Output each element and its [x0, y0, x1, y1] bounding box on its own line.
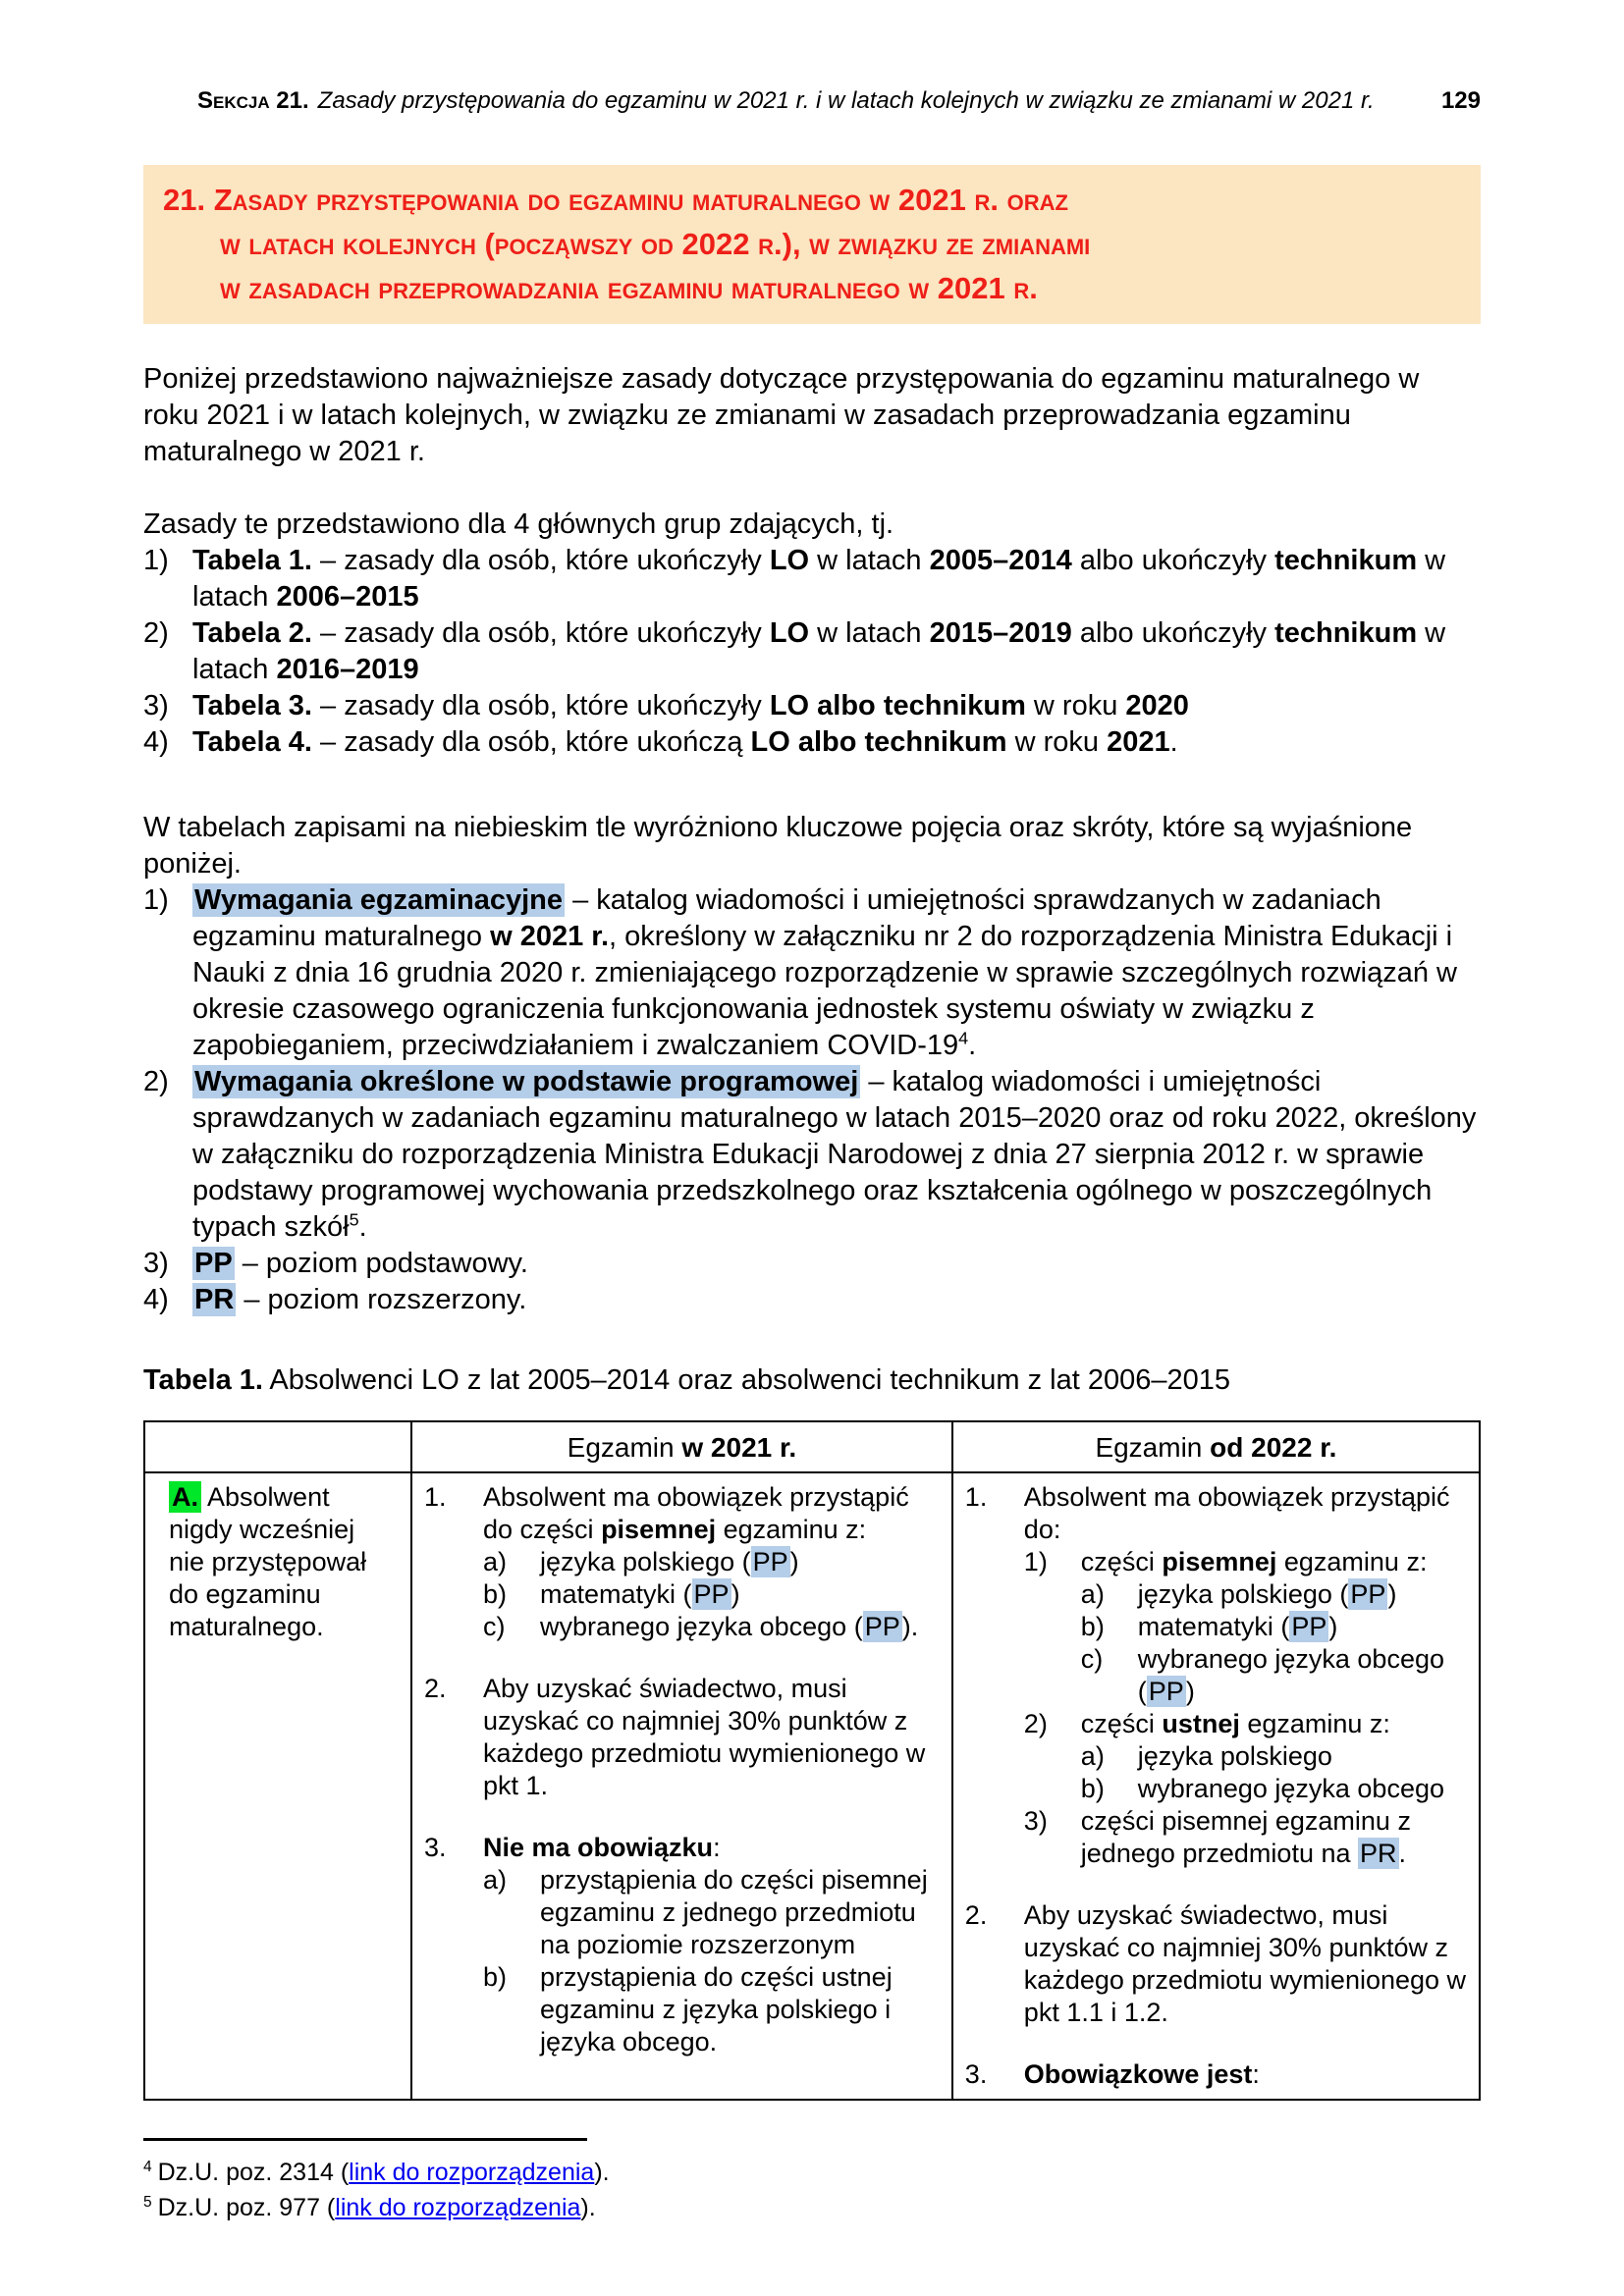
- list-item: [483, 1546, 942, 1578]
- list-item: [143, 688, 1481, 724]
- text-segment: LO albo technikum: [769, 690, 1026, 721]
- footnote-text: [158, 2159, 610, 2186]
- rules-2021-cell: [411, 1472, 952, 2100]
- sub-list: [483, 1546, 942, 1643]
- text-segment: w latach: [809, 545, 930, 576]
- text-segment: języka polskiego: [1137, 1741, 1332, 1771]
- table-header-row: [144, 1421, 1480, 1472]
- list-item: [424, 1673, 942, 1802]
- item-text: [1024, 1899, 1469, 2029]
- item-number: a): [1080, 1579, 1105, 1609]
- text-segment: 2016–2019: [276, 654, 419, 685]
- text-segment: :: [713, 1833, 721, 1862]
- text-segment: ).: [594, 2159, 610, 2186]
- footnote: [143, 2155, 1481, 2190]
- item-number: 1.: [424, 1482, 447, 1512]
- rules-2022-list: [965, 1481, 1469, 2091]
- list-item: [424, 1481, 942, 1643]
- text-segment: – zasady dla osób, które ukończyły: [311, 690, 770, 721]
- list-item: [143, 1282, 1481, 1318]
- footnotes: [143, 2155, 1481, 2225]
- note-paragraph: W tabelach zapisami na niebieskim tle wyróżniono kluczowe pojęcia oraz skróty, które są wyjaśnione poniżej.: [143, 812, 1413, 880]
- item-number: 1): [143, 545, 169, 576]
- highlight-blue: PP: [752, 1547, 788, 1576]
- item-number: a): [483, 1547, 508, 1576]
- item-number: c): [1080, 1644, 1104, 1674]
- item-text: [1081, 1805, 1469, 1870]
- text-segment: wybranego języka obcego (: [1137, 1644, 1444, 1706]
- page-number: 129: [1440, 87, 1481, 114]
- table-header-2022: [952, 1421, 1480, 1472]
- highlight-blue: PP: [1148, 1677, 1184, 1706]
- text-segment: matematyki (: [540, 1579, 692, 1609]
- text-segment: – katalog wiadomości i umiejętności sprawdzanych w zadaniach egzaminu maturalnego w latach 2015–2020 oraz od roku 2022, określony w załączniku do rozporządzenia Ministra Edukacji Narodowej z dnia 27 sierpnia 2012 r. w sprawie podstawy programowej wychowania przedszkolnego oraz kształcenia ogólnego w poszczególnych typach szkół: [192, 1066, 1477, 1243]
- footnote: [143, 2190, 1481, 2225]
- list-item: [424, 1832, 942, 2058]
- text-segment: Absolwenci LO z lat 2005–2014 oraz absolwenci technikum z lat 2006–2015: [262, 1364, 1230, 1396]
- section-label: Sekcja 21.: [197, 87, 309, 114]
- item-text: [540, 1864, 942, 1961]
- highlight-blue: PR: [194, 1284, 235, 1315]
- banner-line-2: w latach kolejnych (począwszy od 2022 r.), w związku ze zmianami: [220, 227, 1091, 261]
- groups-intro: Zasady te przedstawiono dla 4 głównych grup zdających, tj.: [143, 508, 894, 540]
- list-item: [1024, 1708, 1469, 1805]
- profile-cell: [144, 1472, 411, 2100]
- text-segment: Tabela 4.: [192, 726, 312, 758]
- text-segment: wybranego języka obcego: [1137, 1774, 1444, 1803]
- item-text: [540, 1611, 942, 1643]
- text-segment: Tabela 1.: [192, 545, 312, 576]
- text-segment: w roku: [1025, 690, 1126, 721]
- highlight-blue: Wymagania egzaminacyjne: [194, 884, 564, 916]
- footnote-number: 5: [143, 2193, 152, 2211]
- item-number: a): [483, 1865, 508, 1895]
- text-segment: ): [1328, 1612, 1338, 1641]
- intro-paragraph: Poniżej przedstawiono najważniejsze zasady dotyczące przystępowania do egzaminu maturalnego w roku 2021 i w latach kolejnych, w związku ze zmianami w zasadach przeprowadzania egzaminu maturalnego w 2021 r.: [143, 363, 1420, 467]
- list-item: [483, 1961, 942, 2058]
- table-caption: [143, 1362, 1481, 1399]
- text-segment: 2006–2015: [276, 581, 419, 613]
- footnote-link[interactable]: link do rozporządzenia: [349, 2159, 595, 2186]
- highlight-blue: PP: [1291, 1612, 1327, 1641]
- text-segment: egzaminu z:: [716, 1515, 867, 1544]
- text-segment: albo ukończyły: [1071, 545, 1275, 576]
- item-text: [192, 882, 1481, 1064]
- item-number: 4): [143, 1284, 169, 1315]
- item-number: 2.: [424, 1674, 447, 1703]
- text-segment: Tabela 3.: [192, 690, 312, 721]
- list-item: [1081, 1611, 1469, 1643]
- item-text: [192, 1246, 1481, 1282]
- text-segment: pisemnej: [601, 1515, 717, 1544]
- list-item: [143, 615, 1481, 688]
- item-number: 1): [1023, 1547, 1048, 1576]
- item-text: [483, 1481, 942, 1643]
- chapter-title-banner: [143, 165, 1481, 324]
- list-item: [483, 1611, 942, 1643]
- text-segment: wybranego języka obcego (: [540, 1612, 863, 1641]
- highlight-blue: PR: [1360, 1839, 1397, 1868]
- text-segment: – katalog wiadomości i umiejętności sprawdzanych w zadaniach egzaminu maturalnego: [192, 884, 1381, 952]
- text-segment: Tabela 1.: [143, 1364, 263, 1396]
- text-segment: ustnej: [1162, 1709, 1240, 1738]
- sub-list: [1081, 1740, 1469, 1805]
- text-segment: w 2021 r.: [681, 1431, 797, 1463]
- item-number: 3.: [964, 2059, 988, 2089]
- item-line: [1081, 1546, 1469, 1578]
- list-item: [965, 2058, 1469, 2091]
- text-segment: Absolwent ma obowiązek przystąpić do:: [1023, 1482, 1450, 1544]
- banner-line-3: w zasadach przeprowadzania egzaminu maturalnego w 2021 r.: [220, 271, 1038, 305]
- text-segment: przystąpienia do części ustnej egzaminu z języka polskiego i języka obcego.: [540, 1962, 893, 2056]
- text-segment: .: [358, 1211, 367, 1243]
- text-segment: 2015–2019: [929, 617, 1072, 649]
- highlight-blue: PP: [864, 1612, 900, 1641]
- rules-2021-list: [424, 1481, 942, 2058]
- text-segment: .: [968, 1030, 977, 1061]
- footnote-separator: [143, 2138, 587, 2141]
- text-segment: Obowiązkowe jest: [1023, 2059, 1253, 2089]
- text-segment: ): [731, 1579, 740, 1609]
- item-number: 3): [143, 1248, 169, 1279]
- list-item: [483, 1864, 942, 1961]
- item-line: [483, 1481, 942, 1546]
- text-segment: .: [1398, 1839, 1407, 1868]
- text-segment: ).: [901, 1612, 919, 1641]
- item-number: 1.: [964, 1482, 988, 1512]
- item-text: [1138, 1773, 1469, 1805]
- running-header: [143, 86, 1481, 116]
- list-item: [143, 882, 1481, 1064]
- item-text: [192, 1064, 1481, 1246]
- text-segment: :: [1252, 2059, 1260, 2089]
- text-segment: ).: [580, 2194, 596, 2221]
- exam-rules-table: [143, 1420, 1481, 2101]
- footnote-link[interactable]: link do rozporządzenia: [335, 2194, 581, 2221]
- text-segment: w roku: [1006, 726, 1108, 758]
- text-segment: technikum: [1274, 617, 1418, 649]
- text-segment: 2005–2014: [929, 545, 1072, 576]
- list-item: [1024, 1546, 1469, 1708]
- item-number: 2): [1023, 1709, 1048, 1738]
- text-segment: Tabela 2.: [192, 617, 312, 649]
- item-number: 4): [143, 726, 169, 758]
- text-segment: ): [1185, 1677, 1195, 1706]
- text-segment: matematyki (: [1137, 1612, 1290, 1641]
- highlight-blue: PP: [693, 1579, 730, 1609]
- text-segment: ): [1387, 1579, 1397, 1609]
- item-text: [1138, 1643, 1469, 1708]
- text-segment: Aby uzyskać świadectwo, musi uzyskać co najmniej 30% punktów z każdego przedmiotu wymienionego w pkt 1.1 i 1.2.: [1023, 1900, 1467, 2027]
- item-number: 3.: [424, 1833, 447, 1862]
- item-number: 1): [143, 884, 169, 916]
- text-segment: Dz.U. poz. 2314 (: [157, 2159, 350, 2186]
- item-line: [1024, 1481, 1469, 1546]
- item-line: [1081, 1708, 1469, 1740]
- text-segment: języka polskiego (: [540, 1547, 751, 1576]
- item-number: b): [1080, 1612, 1105, 1641]
- list-item: [1081, 1643, 1469, 1708]
- text-segment: LO albo technikum: [750, 726, 1007, 758]
- list-item: [1081, 1578, 1469, 1611]
- text-segment: Nie ma obowiązku: [483, 1833, 714, 1862]
- item-number: b): [483, 1579, 508, 1609]
- text-segment: technikum: [1274, 545, 1418, 576]
- text-segment: Egzamin: [567, 1431, 682, 1463]
- text-segment: LO: [769, 545, 810, 576]
- text-segment: 2021: [1107, 726, 1170, 758]
- text-segment: części: [1080, 1709, 1163, 1738]
- item-text: [192, 615, 1481, 688]
- item-text: [1024, 2058, 1469, 2091]
- text-segment: przystąpienia do części pisemnej egzaminu z jednego przedmiotu na poziomie rozszerzonym: [540, 1865, 928, 1959]
- item-number: 2.: [964, 1900, 988, 1930]
- highlight-blue: PP: [194, 1248, 233, 1279]
- list-item: [143, 543, 1481, 615]
- text-segment: w latach: [809, 617, 930, 649]
- text-segment: – zasady dla osób, które ukończyły: [311, 545, 770, 576]
- table-row-a: [144, 1472, 1480, 2100]
- text-segment: – poziom podstawowy.: [234, 1248, 528, 1279]
- list-item: [965, 1899, 1469, 2029]
- list-item: [965, 1481, 1469, 1870]
- text-segment: – poziom rozszerzony.: [236, 1284, 527, 1315]
- text-segment: Aby uzyskać świadectwo, musi uzyskać co najmniej 30% punktów z każdego przedmiotu wymienionego w pkt 1.: [483, 1674, 926, 1800]
- list-item: [1081, 1740, 1469, 1773]
- item-number: b): [1080, 1774, 1105, 1803]
- item-number: 3): [1023, 1806, 1048, 1836]
- item-text: [540, 1546, 942, 1578]
- item-number: 3): [143, 690, 169, 721]
- item-text: [192, 543, 1481, 615]
- text-segment: części pisemnej egzaminu z jednego przedmiotu na: [1080, 1806, 1411, 1868]
- text-segment: Egzamin: [1095, 1431, 1211, 1463]
- item-line: [483, 1832, 942, 1864]
- item-number: 2): [143, 617, 169, 649]
- item-text: [192, 688, 1481, 724]
- list-item: [1024, 1805, 1469, 1870]
- text-segment: egzaminu z:: [1239, 1709, 1390, 1738]
- text-segment: , określony w załączniku nr 2 do rozporządzenia Ministra Edukacji i Nauki z dnia 16 grudnia 2020 r. zmieniającego rozporządzenie w sprawie szczególnych rozwiązań w okresie czasowego ograniczenia funkcjonowania jednostek systemu oświaty w związku z zapobieganiem, przeciwdziałaniem i zwalczaniem COVID-19: [192, 921, 1457, 1061]
- footnote-text: [158, 2194, 596, 2221]
- text-segment: języka polskiego (: [1137, 1579, 1349, 1609]
- item-number: 2): [143, 1066, 169, 1097]
- item-text: [540, 1961, 942, 2058]
- running-header-text: [197, 86, 1422, 116]
- text-segment: pisemnej: [1162, 1547, 1277, 1576]
- item-number: a): [1080, 1741, 1105, 1771]
- item-text: [540, 1578, 942, 1611]
- text-segment: Dz.U. poz. 977 (: [157, 2194, 336, 2221]
- highlight-green: A.: [169, 1481, 201, 1513]
- list-item: [143, 1246, 1481, 1282]
- rules-2022-cell: [952, 1472, 1480, 2100]
- item-text: [192, 724, 1481, 761]
- text-segment: w latach: [192, 617, 1446, 685]
- item-text: [483, 1673, 942, 1802]
- item-text: [192, 1282, 1481, 1318]
- list-item: [483, 1578, 942, 1611]
- text-segment: ): [789, 1547, 799, 1576]
- sub-list: [483, 1864, 942, 2058]
- definitions-list: [143, 882, 1481, 1318]
- sub-list: [1024, 1546, 1469, 1870]
- text-segment: w latach: [192, 545, 1446, 613]
- highlight-blue: PP: [1350, 1579, 1386, 1609]
- text-segment: 4: [958, 1028, 969, 1048]
- text-segment: – zasady dla osób, które ukończą: [311, 726, 751, 758]
- list-item: [1081, 1773, 1469, 1805]
- item-text: [1138, 1611, 1469, 1643]
- sub-list: [1081, 1578, 1469, 1708]
- text-segment: egzaminu z:: [1276, 1547, 1428, 1576]
- table-header-empty: [144, 1421, 411, 1472]
- footnote-number: 4: [143, 2158, 152, 2175]
- item-text: [483, 1832, 942, 2058]
- groups-list: [143, 543, 1481, 761]
- table-header-2021: [411, 1421, 952, 1472]
- item-number: c): [483, 1612, 506, 1641]
- text-segment: w 2021 r.: [490, 921, 610, 952]
- list-item: [143, 724, 1481, 761]
- section-title: Zasady przystępowania do egzaminu w 2021 r. i w latach kolejnych w związku ze zmianami w 2021 r.: [317, 87, 1375, 114]
- item-text: [1024, 1481, 1469, 1870]
- text-segment: 5: [349, 1209, 359, 1230]
- item-text: [1081, 1546, 1469, 1708]
- text-segment: albo ukończyły: [1071, 617, 1275, 649]
- item-text: [1138, 1578, 1469, 1611]
- text-segment: części: [1080, 1547, 1163, 1576]
- text-segment: od 2022 r.: [1210, 1431, 1337, 1463]
- item-text: [1081, 1708, 1469, 1805]
- text-segment: LO: [769, 617, 810, 649]
- text-segment: Absolwent ma obowiązek przystąpić do części: [483, 1482, 909, 1544]
- text-segment: – zasady dla osób, które ukończyły: [311, 617, 770, 649]
- highlight-blue: Wymagania określone w podstawie programowej: [194, 1066, 859, 1097]
- text-segment: 2020: [1125, 690, 1189, 721]
- list-item: [143, 1064, 1481, 1246]
- item-text: [1138, 1740, 1469, 1773]
- item-number: b): [483, 1962, 508, 1992]
- text-segment: Absolwent nigdy wcześniej nie przystępował do egzaminu maturalnego.: [169, 1482, 367, 1641]
- text-segment: .: [1169, 726, 1178, 758]
- banner-line-1: 21. Zasady przystępowania do egzaminu maturalnego w 2021 r. oraz: [163, 183, 1068, 217]
